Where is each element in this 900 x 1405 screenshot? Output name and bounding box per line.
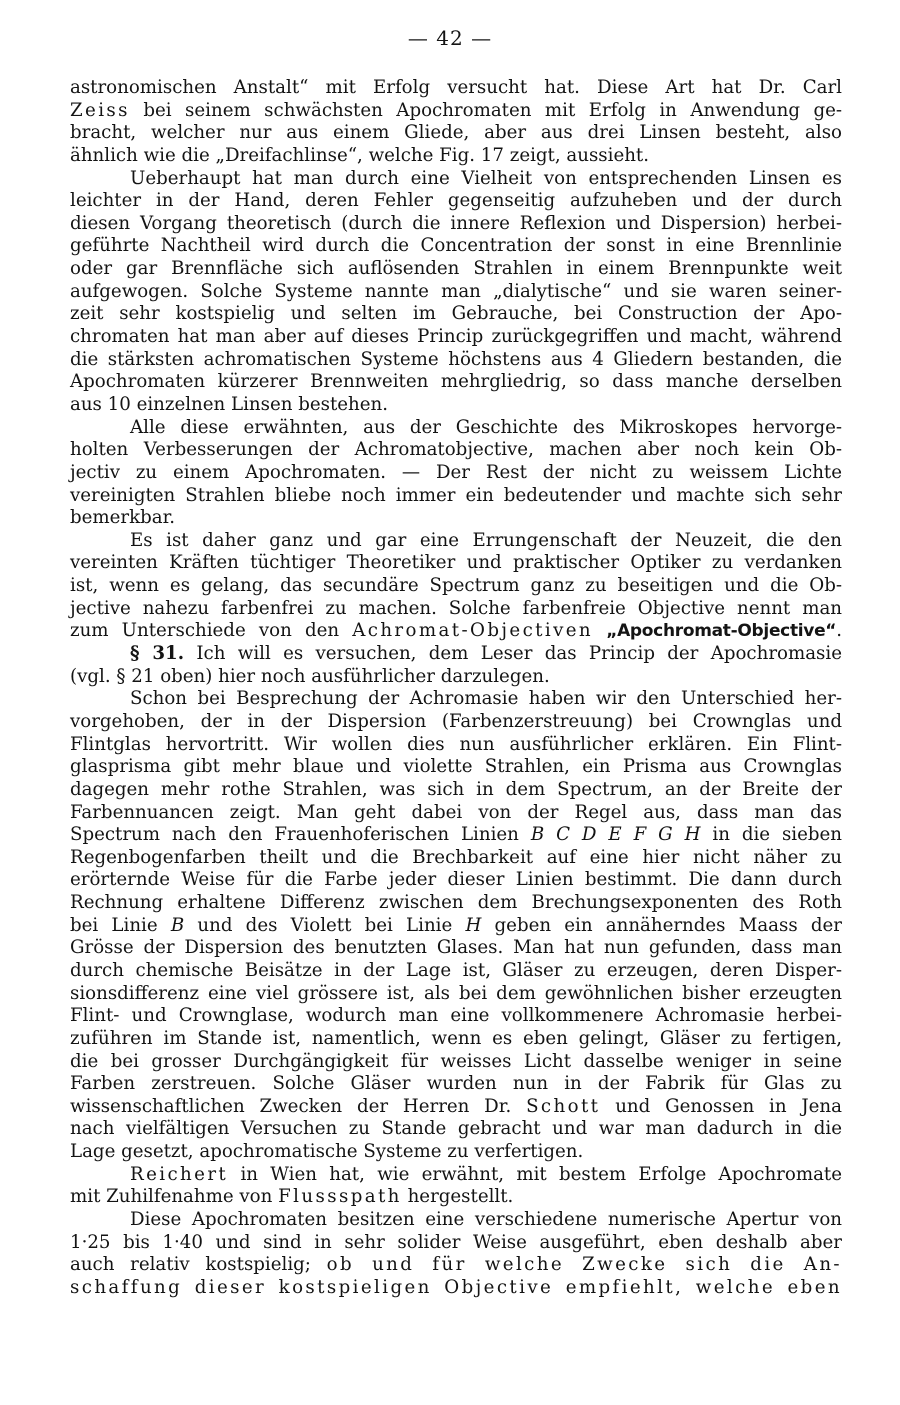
text-line — [70, 145, 842, 168]
text-run: ähnlich wie die „Dreifachlinse“, welche Fig. 17 zeigt, aussieht. — [70, 144, 650, 166]
text-run: und des Violett bei Linie — [184, 914, 466, 936]
text-run: hergestellt. — [401, 1186, 514, 1208]
text-line — [70, 779, 842, 802]
text-run: Regenbogenfarben theilt und die Brechbarkeit auf eine hier nicht näher zu — [70, 846, 842, 868]
text-line — [70, 371, 842, 394]
text-run: 1·25 bis 1·40 und sind in sehr solider Weise ausgeführt, eben deshalb aber — [70, 1231, 842, 1253]
text-run: und Genossen in Jena — [600, 1095, 842, 1117]
text-line — [70, 507, 842, 530]
text-line — [70, 439, 842, 462]
text-run: Apochromaten kürzerer Brennweiten mehrgliedrig, so dass manche derselben — [70, 371, 842, 393]
text-line — [70, 1028, 842, 1051]
text-run: zuführen im Stande ist, namentlich, wenn es eben gelingt, Gläser zu fertigen, — [70, 1027, 842, 1049]
text-line — [70, 394, 842, 417]
text-run: diesen Vorgang theoretisch (durch die innere Reflexion und Dispersion) herbei- — [70, 212, 842, 234]
text-line — [70, 824, 842, 847]
text-run: Flint- und Crownglase, wodurch man eine vollkommenere Achromasie herbei- — [70, 1005, 842, 1027]
text-line — [70, 326, 842, 349]
text-line — [70, 1277, 842, 1300]
text-run-sp: Schott — [526, 1095, 601, 1117]
text-run: Schon bei Besprechung der Achromasie haben wir den Unterschied her- — [130, 688, 842, 710]
page-number: — 42 — — [407, 26, 493, 50]
text-run: Flintglas hervortritt. Wir wollen dies nun ausführlicher erklären. Ein Flint- — [70, 733, 842, 755]
text-line — [70, 1051, 842, 1074]
text-line — [70, 530, 842, 553]
text-run: astronomischen Anstalt“ mit Erfolg versucht hat. Diese Art hat Dr. Carl — [70, 77, 842, 98]
text-run: bracht, welcher nur aus einem Gliede, aber aus drei Linsen besteht, also — [70, 122, 842, 144]
text-line — [70, 122, 842, 145]
text-line — [70, 213, 842, 236]
text-line — [70, 1164, 842, 1187]
text-line — [70, 711, 842, 734]
text-run: in Wien hat, wie erwähnt, mit bestem Erfolge Apochromate — [228, 1163, 842, 1185]
body-text — [70, 77, 842, 1300]
text-run: jective nahezu farbenfrei zu machen. Solche farbenfreie Objective nennt man — [70, 597, 842, 619]
text-run: ist, wenn es gelang, das secundäre Spectrum ganz zu beseitigen und die Ob- — [70, 575, 842, 597]
text-run: auch relativ kostspielig; — [70, 1254, 327, 1276]
text-run: in die sieben — [700, 824, 843, 846]
text-line — [70, 1254, 842, 1277]
text-line — [70, 258, 842, 281]
text-run-sp: ob und für welche Zwecke sich die An- — [326, 1254, 842, 1276]
text-run: Alle diese erwähnten, aus der Geschichte des Mikroskopes hervorge- — [130, 416, 842, 438]
text-run: die stärksten achromatischen Systeme höchstens aus 4 Gliedern bestanden, die — [70, 348, 842, 370]
text-run-it: B — [170, 914, 185, 936]
text-run: Farbennuancen zeigt. Man geht dabei von der Regel aus, dass man das — [70, 801, 842, 823]
text-line — [70, 983, 842, 1006]
text-line — [70, 847, 842, 870]
text-line — [70, 598, 842, 621]
text-line — [70, 168, 842, 191]
text-run-sans: „Apochromat-Objective“ — [606, 621, 837, 642]
text-line — [70, 1118, 842, 1141]
text-run: erörternde Weise für die Farbe jeder dieser Linien bestimmt. Die dann durch — [70, 869, 842, 891]
text-line — [70, 1073, 842, 1096]
text-run: chromaten hat man aber auf dieses Princip zurückgegriffen und macht, während — [70, 326, 842, 348]
text-run-sp: Flussspath — [278, 1186, 402, 1208]
text-run: bei Linie — [70, 914, 171, 936]
text-line — [70, 349, 842, 372]
text-run-it: B C D E F G H — [530, 824, 701, 846]
text-line — [70, 417, 842, 440]
text-line — [70, 462, 842, 485]
text-run: bei seinem schwächsten Apochromaten mit Erfolg in Anwendung ge- — [129, 99, 842, 121]
text-run: Ueberhaupt hat man durch eine Vielheit von entsprechenden Linsen es — [130, 167, 842, 189]
text-run — [593, 620, 606, 641]
text-run: aufgewogen. Solche Systeme nannte man „dialytische“ und sie waren seiner- — [70, 280, 842, 302]
text-run-bold: § 31. — [130, 643, 185, 665]
text-run: Lage gesetzt, apochromatische Systeme zu verfertigen. — [70, 1141, 584, 1163]
text-run: Ich will es versuchen, dem Leser das Princip der Apochromasie — [184, 643, 842, 665]
text-run: . — [836, 620, 842, 642]
text-run: oder gar Brennfläche sich auflösenden Strahlen in einem Brennpunkte weit — [70, 258, 842, 280]
text-run: bemerkbar. — [70, 507, 176, 529]
text-run: geben ein annäherndes Maass der — [481, 914, 842, 936]
text-line — [70, 303, 842, 326]
text-run: die bei grosser Durchgängigkeit für weisses Licht dasselbe weniger in seine — [70, 1050, 842, 1072]
text-line — [70, 756, 842, 779]
text-run-sp: Zeiss — [70, 99, 130, 121]
text-run-it: H — [465, 914, 482, 936]
text-line — [70, 915, 842, 938]
text-line — [70, 77, 842, 100]
text-line — [70, 485, 842, 508]
text-run: zeit sehr kostspielig und selten im Gebrauche, bei Construction der Apo- — [70, 303, 842, 325]
text-run: glasprisma gibt mehr blaue und violette Strahlen, ein Prisma aus Crownglas — [70, 756, 842, 778]
text-line — [70, 1096, 842, 1119]
text-run: aus 10 einzelnen Linsen bestehen. — [70, 393, 389, 415]
text-run: geführte Nachtheil wird durch die Concentration der sonst in eine Brennlinie — [70, 235, 842, 257]
text-run: durch chemische Beisätze in der Lage ist, Gläser zu erzeugen, deren Disper- — [70, 959, 842, 981]
text-line — [70, 688, 842, 711]
text-run-sp: Reichert — [130, 1163, 229, 1185]
text-line — [70, 643, 842, 666]
text-run: vorgehoben, der in der Dispersion (Farbenzerstreuung) bei Crownglas und — [70, 710, 842, 732]
text-run: sionsdifferenz eine viel grössere ist, als bei dem gewöhnlichen bisher erzeugten — [70, 982, 842, 1004]
text-line — [70, 235, 842, 258]
text-line — [70, 960, 842, 983]
text-run-sp: Achromat-Objectiven — [352, 620, 594, 642]
text-run: Farben zerstreuen. Solche Gläser wurden nun in der Fabrik für Glas zu — [70, 1073, 842, 1095]
text-line — [70, 281, 842, 304]
text-line — [70, 802, 842, 825]
text-run: dagegen mehr rothe Strahlen, was sich in dem Spectrum, an der Breite der — [70, 778, 842, 800]
text-line — [70, 734, 842, 757]
text-run: Spectrum nach den Frauenhoferischen Linien — [70, 824, 531, 846]
text-run: vereinigten Strahlen bliebe noch immer ein bedeutender und machte sich sehr — [70, 484, 842, 506]
text-line — [70, 892, 842, 915]
text-run: wissenschaftlichen Zwecken der Herren Dr. — [70, 1095, 527, 1117]
text-run: vereinten Kräften tüchtiger Theoretiker und praktischer Optiker zu verdanken — [70, 552, 842, 574]
text-line — [70, 620, 842, 643]
text-line — [70, 1005, 842, 1028]
text-line — [70, 100, 842, 123]
text-run: leichter in der Hand, deren Fehler gegenseitig aufzuheben und der durch — [70, 190, 842, 212]
text-run: mit Zuhilfenahme von — [70, 1186, 279, 1208]
text-run: jectiv zu einem Apochromaten. — Der Rest der nicht zu weissem Lichte — [70, 461, 842, 483]
text-run: Grösse der Dispersion des benutzten Glases. Man hat nun gefunden, dass man — [70, 937, 842, 959]
text-line — [70, 575, 842, 598]
text-run: Rechnung erhaltene Differenz zwischen dem Brechungsexponenten des Roth — [70, 892, 842, 914]
text-run: nach vielfältigen Versuchen zu Stande gebracht und war man dadurch in die — [70, 1118, 842, 1140]
text-run: Diese Apochromaten besitzen eine verschiedene numerische Apertur von — [130, 1209, 842, 1231]
text-line — [70, 552, 842, 575]
text-run-sp: schaffung dieser kostspieligen Objective empfiehlt, welche eben — [70, 1276, 842, 1298]
text-line — [70, 666, 842, 689]
text-run: Es ist daher ganz und gar eine Errungenschaft der Neuzeit, die den — [130, 529, 842, 551]
text-line — [70, 190, 842, 213]
text-line — [70, 869, 842, 892]
text-line — [70, 1209, 842, 1232]
text-run: holten Verbesserungen der Achromatobjective, machen aber noch kein Ob- — [70, 439, 842, 461]
text-run: (vgl. § 21 oben) hier noch ausführlicher darzulegen. — [70, 665, 550, 687]
text-line — [70, 1141, 842, 1164]
text-line — [70, 1186, 842, 1209]
text-line — [70, 937, 842, 960]
text-run: zum Unterschiede von den — [70, 620, 353, 642]
text-line — [70, 1232, 842, 1255]
